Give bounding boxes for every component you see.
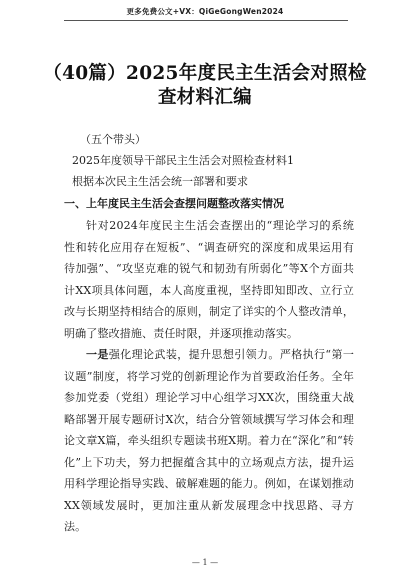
header-divider: [64, 20, 348, 21]
section-heading: 一、上年度民主生活会查摆问题整改落实情况: [64, 197, 284, 210]
paragraph-lead: 一是: [86, 348, 109, 361]
page-number: — 1 —: [191, 558, 219, 567]
body-paragraph: 针对2024年度民主生活会查摆出的“理论学习的系统性和转化应用存在短板”、“调查研究的深度和成果运用有待加强”、“攻坚克难的锐气和韧劲有所弱化”等X个方面共计XX项具体问题，本人高度重视，坚持即知即改、立行立改与长期坚持相结合的原则，制定了详实的个人整改清单，明确了整改措施、责任时限，并逐项推动落实。: [64, 219, 354, 340]
intro-line: 根据本次民主生活会统一部署和要求: [72, 175, 248, 188]
paragraph-body: 强化理论武装，提升思想引领力。严格执行“第一议题”制度，将学习党的创新理论作为首要政治任务。全年参加党委（党组）理论学习中心组学习XX次，围绕重大战略部署开展专题研讨X次，结合分管领域撰写学习体会和理论文章X篇，牵头组织专题读书班X期。着力在“深化”和“转化”上下功夫，努力把握蕴含其中的立场观点方法，提升运用科学理论指导实践、破解难题的能力。例如，在谋划推动XX领域发展时，更加注重从新发展理念中找思路、寻方法。: [64, 348, 354, 533]
document-subtitle: （五个带头）: [80, 133, 146, 146]
material-heading: 2025年度领导干部民主生活会对照检查材料1: [72, 154, 294, 167]
body-paragraph-2: [64, 344, 354, 538]
document-title: （40篇）2025年度民主生活会对照检查材料汇编: [43, 63, 367, 108]
header-note: 更多免费公文+VX：QiGeGongWen2024: [126, 7, 284, 16]
